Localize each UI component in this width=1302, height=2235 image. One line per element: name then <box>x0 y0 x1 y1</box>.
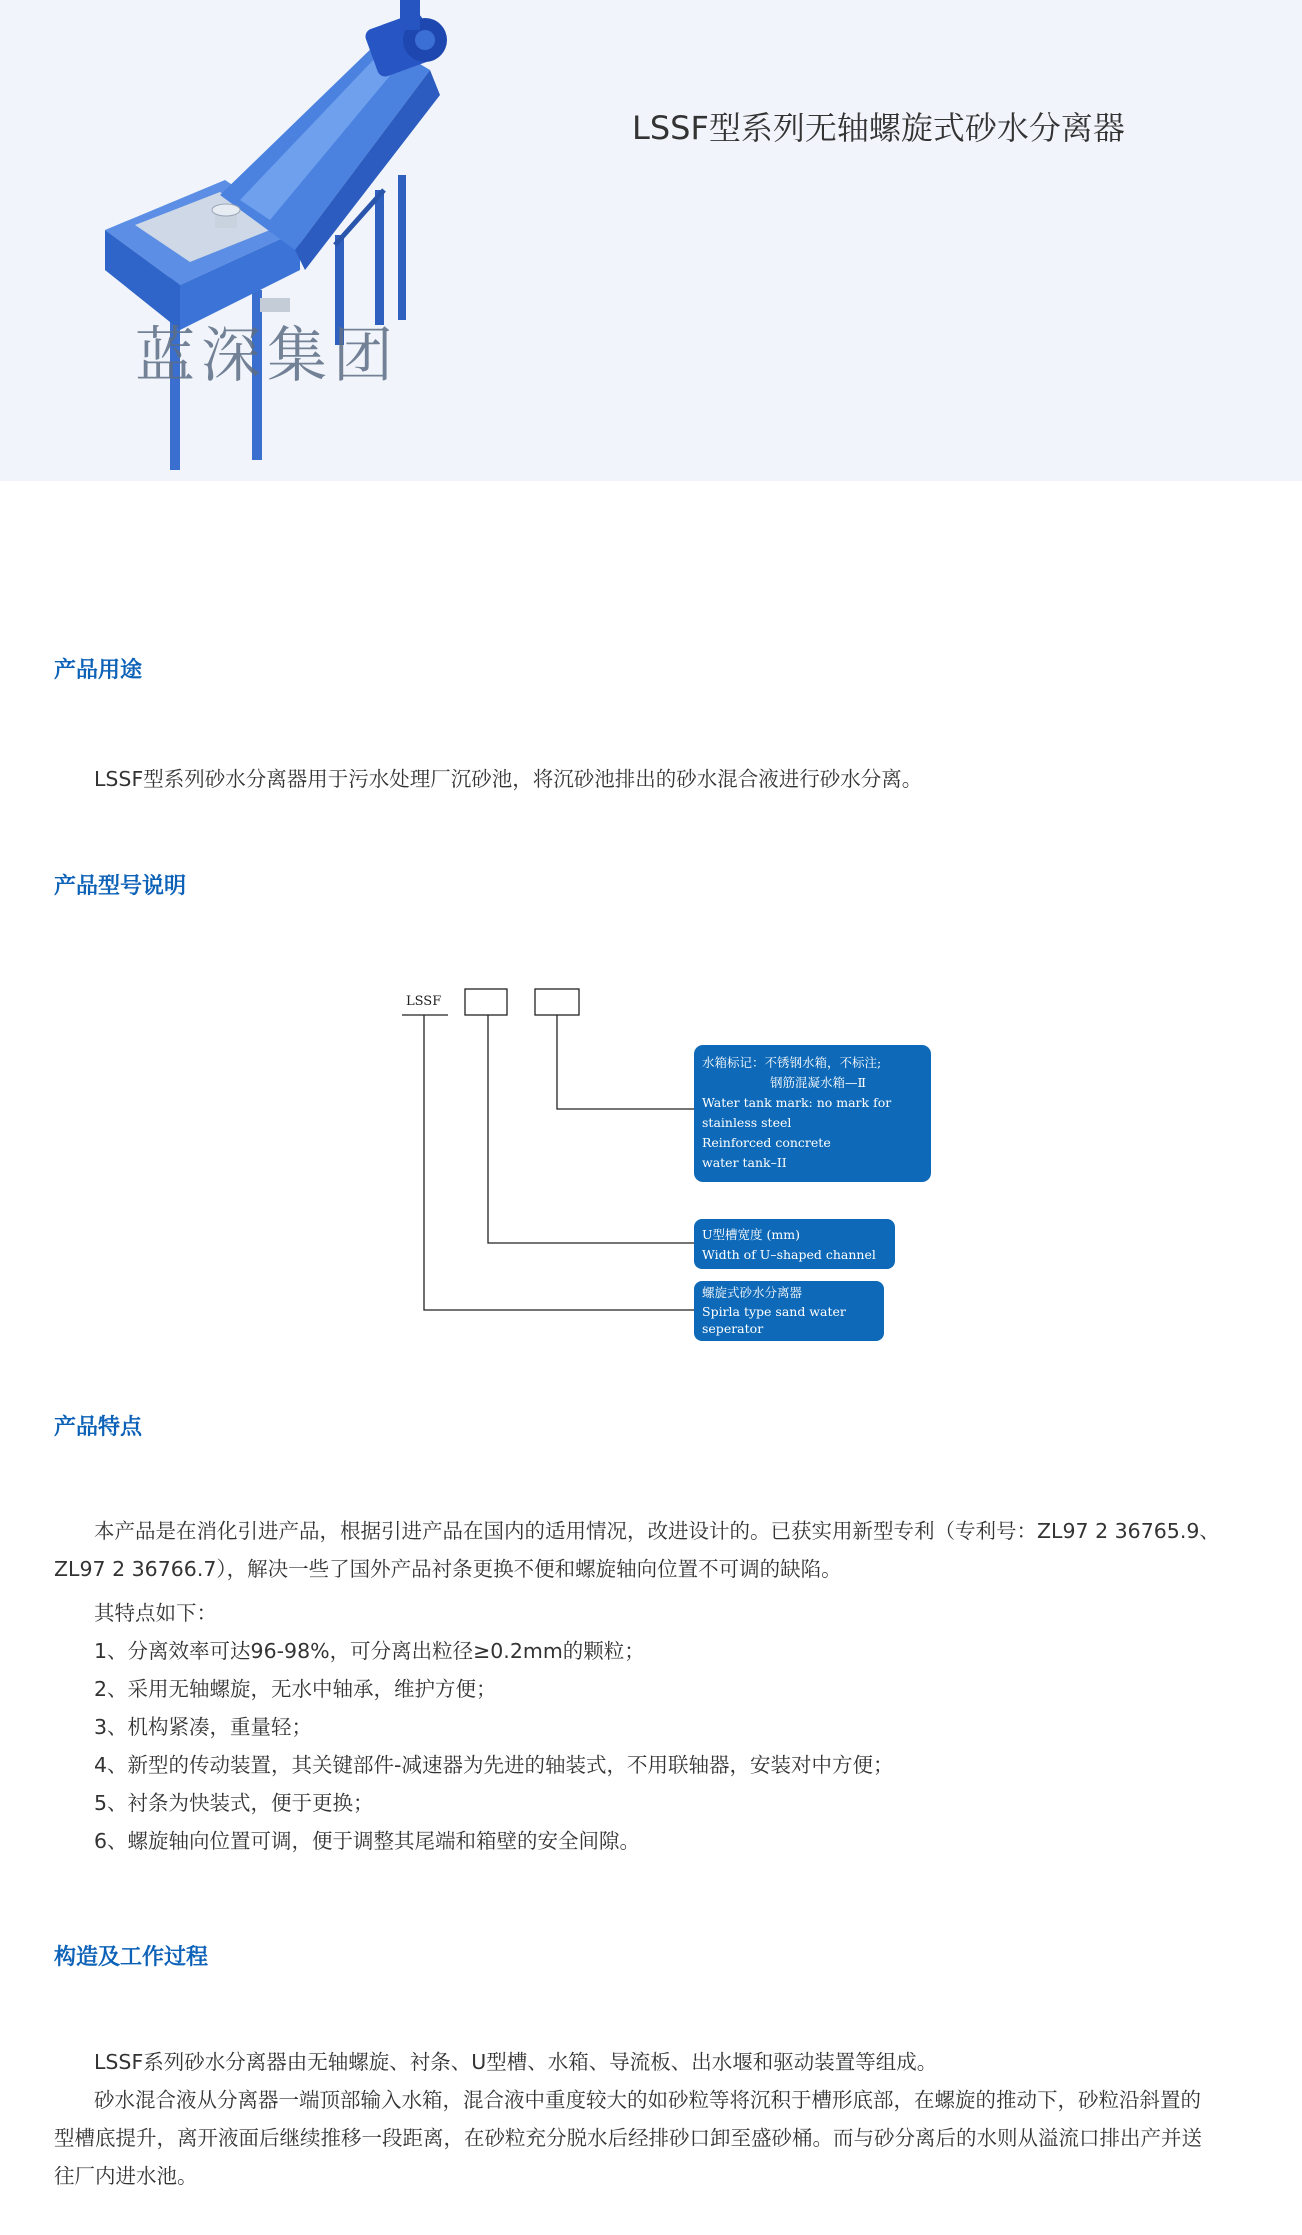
features-intro-line-1: 本产品是在消化引进产品，根据引进产品在国内的适用情况，改进设计的。已获实用新型专利（专利号：ZL97 2 36765.9、 <box>94 1519 1220 1543</box>
svg-text:Reinforced concrete: Reinforced concrete <box>702 1135 831 1150</box>
features-list <box>94 1594 1269 1860</box>
water-tank-mark-box <box>694 1045 931 1182</box>
svg-text:water tank–II: water tank–II <box>702 1155 787 1170</box>
list-item: 1、分离效率可达96-98%，可分离出粒径≥0.2mm的颗粒； <box>94 1639 645 1663</box>
list-item: 4、新型的传动装置，其关键部件-减速器为先进的轴装式，不用联轴器，安装对中方便； <box>94 1753 894 1777</box>
svg-text:水箱标记：不锈钢水箱，不标注;: 水箱标记：不锈钢水箱，不标注; <box>702 1055 882 1070</box>
section-title-structure: 构造及工作过程 <box>54 1945 209 1970</box>
structure-line-4: 往厂内进水池。 <box>54 2164 198 2188</box>
section-title-model: 产品型号说明 <box>54 874 187 899</box>
usage-paragraph <box>54 760 1269 798</box>
structure-paragraph <box>54 2043 1269 2195</box>
separator-type-box <box>694 1281 884 1341</box>
svg-text:钢筋混凝水箱—Ⅱ: 钢筋混凝水箱—Ⅱ <box>770 1075 866 1090</box>
page-title: LSSF型系列无轴螺旋式砂水分离器 <box>632 109 1125 147</box>
features-intro <box>54 1512 1269 1588</box>
list-item: 5、衬条为快装式，便于更换； <box>94 1791 374 1815</box>
features-intro-line-2: ZL97 2 36766.7），解决一些了国外产品衬条更换不便和螺旋轴向位置不可调的缺陷。 <box>54 1557 842 1581</box>
features-list-heading: 其特点如下： <box>94 1601 217 1625</box>
section-title-usage: 产品用途 <box>54 658 143 683</box>
model-code-box-2 <box>535 989 579 1015</box>
section-title-features: 产品特点 <box>54 1415 143 1440</box>
hero-banner <box>0 0 1302 481</box>
svg-text:Spirla type sand water: Spirla type sand water <box>702 1304 846 1319</box>
channel-width-box <box>694 1219 895 1269</box>
model-prefix-label: LSSF <box>406 994 442 1009</box>
list-item: 3、机构紧凑，重量轻； <box>94 1715 313 1739</box>
svg-text:Width of U–shaped channel: Width of U–shaped channel <box>702 1247 876 1262</box>
model-code-diagram <box>400 975 960 1345</box>
svg-text:stainless steel: stainless steel <box>702 1115 792 1130</box>
structure-line-3: 型槽底提升，离开液面后继续推移一段距离，在砂粒充分脱水后经排砂口卸至盛砂桶。而与砂分离后的水则从溢流口排出产并送 <box>54 2126 1202 2150</box>
list-item: 2、采用无轴螺旋，无水中轴承，维护方便； <box>94 1677 497 1701</box>
watermark-logo-text: 蓝深集团 <box>135 321 399 391</box>
usage-text: LSSF型系列砂水分离器用于污水处理厂沉砂池，将沉砂池排出的砂水混合液进行砂水分离。 <box>94 767 923 791</box>
svg-text:螺旋式砂水分离器: 螺旋式砂水分离器 <box>702 1285 803 1300</box>
svg-text:U型槽宽度 (mm): U型槽宽度 (mm) <box>702 1227 800 1242</box>
list-item: 6、螺旋轴向位置可调，便于调整其尾端和箱壁的安全间隙。 <box>94 1829 641 1853</box>
structure-line-1: LSSF系列砂水分离器由无轴螺旋、衬条、U型槽、水箱、导流板、出水堰和驱动装置等组成。 <box>94 2050 938 2074</box>
svg-text:Water tank mark: no mark for: Water tank mark: no mark for <box>702 1095 892 1110</box>
svg-text:seperator: seperator <box>702 1321 764 1336</box>
model-code-box-1 <box>465 989 507 1015</box>
sand-separator-illustration <box>80 0 500 481</box>
structure-line-2: 砂水混合液从分离器一端顶部输入水箱，混合液中重度较大的如砂粒等将沉积于槽形底部，在螺旋的推动下，砂粒沿斜置的 <box>94 2088 1201 2112</box>
